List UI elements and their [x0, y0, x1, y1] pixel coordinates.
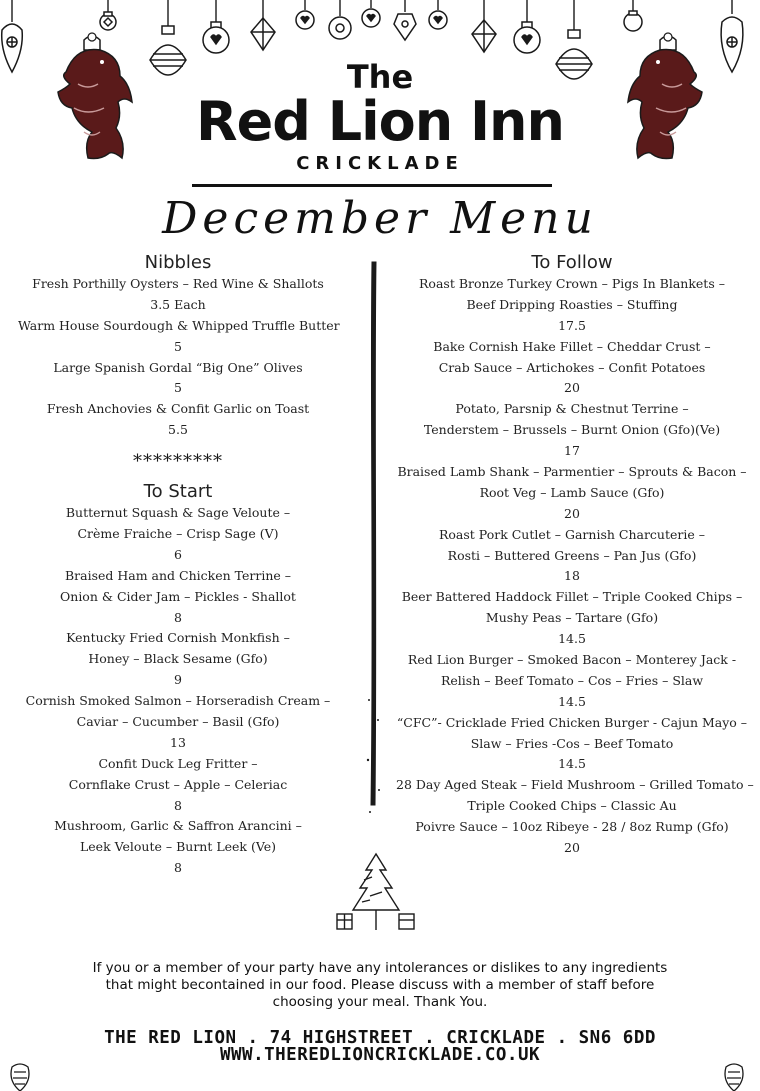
bauble-icon	[514, 22, 540, 53]
menu-line: 20	[564, 505, 580, 521]
bauble-icon	[472, 20, 496, 52]
menu-line: Mushroom, Garlic & Saffron Arancini –	[54, 818, 302, 834]
allergy-notice-line: that might becontained in our food. Please discuss with a member of staff before	[105, 977, 655, 993]
menu-line: Butternut Squash & Sage Veloute –	[65, 505, 291, 521]
menu-line: “CFC”- Cricklade Fried Chicken Burger - Cajun Mayo –	[396, 714, 748, 730]
menu-line: 9	[174, 672, 182, 688]
menu-line: Root Veg – Lamb Sauce (Gfo)	[479, 484, 665, 500]
menu-line: Roast Bronze Turkey Crown – Pigs In Blankets –	[419, 276, 725, 291]
menu-line: Confit Duck Leg Fritter –	[98, 755, 258, 771]
bauble-icon	[362, 9, 380, 27]
menu-line: Caviar – Cucumber – Basil (Gfo)	[76, 714, 280, 730]
menu-line: 20	[564, 840, 580, 856]
section-heading-nibbles: Nibbles	[144, 252, 212, 273]
menu-line: Beer Battered Haddock Fillet – Triple Cooked Chips –	[401, 589, 743, 605]
menu-line: 20	[564, 380, 580, 396]
menu-line: Cornflake Crust – Apple – Celeriac	[68, 776, 288, 792]
menu-line: Fresh Anchovies & Confit Garlic on Toast	[46, 401, 310, 417]
menu-line: 14.5	[558, 631, 586, 647]
right-column	[396, 252, 754, 859]
menu-line: 28 Day Aged Steak – Field Mushroom – Grilled Tomato –	[396, 777, 754, 793]
menu-line: 5	[174, 338, 182, 354]
menu-line: Bake Cornish Hake Fillet – Cheddar Crust –	[433, 338, 711, 354]
christmas-tree-icon	[353, 854, 399, 930]
allergy-notice-line: If you or a member of your party have any intolerances or dislikes to any ingredients	[92, 960, 668, 976]
title-the: The	[346, 58, 414, 96]
bauble-icon	[203, 22, 229, 53]
menu-line: 14.5	[558, 756, 586, 772]
allergy-notice-line: choosing your meal. Thank You.	[272, 994, 488, 1010]
menu-line: Onion & Cider Jam – Pickles - Shallot	[60, 588, 296, 604]
menu-line: Kentucky Fried Cornish Monkfish –	[66, 630, 290, 646]
menu-line: Poivre Sauce – 10oz Ribeye - 28 / 8oz Rump (Gfo)	[415, 819, 729, 835]
menu-line: 17.5	[558, 317, 586, 333]
footer-contact	[0, 1030, 760, 1064]
menu-line: Braised Lamb Shank – Parmentier – Sprouts & Bacon –	[397, 464, 747, 480]
menu-line: Relish – Beef Tomato – Cos – Fries – Slaw	[440, 672, 704, 688]
bauble-icon	[429, 11, 447, 29]
allergy-notice	[40, 960, 720, 1011]
to-follow-list	[396, 274, 754, 859]
bauble-icon	[624, 11, 642, 31]
menu-line: Beef Dripping Roasties – Stuffing	[466, 296, 678, 312]
pine-cone-icon	[11, 1064, 29, 1091]
menu-line: Cornish Smoked Salmon – Horseradish Cream –	[25, 693, 331, 709]
menu-line: Braised Ham and Chicken Terrine –	[64, 567, 292, 583]
menu-line: 13	[170, 734, 186, 750]
menu-line: 8	[174, 609, 182, 625]
footer-website[interactable]: WWW.THEREDLIONCRICKLADE.CO.UK	[219, 1045, 541, 1065]
menu-line: 14.5	[558, 693, 586, 709]
menu-line: 8	[174, 797, 182, 813]
menu-line: Potato, Parsnip & Chestnut Terrine –	[455, 401, 689, 417]
page-title: Red Lion Inn	[196, 90, 564, 153]
menu-line: Slaw – Fries -Cos – Beef Tomato	[470, 735, 674, 751]
menu-line: Honey – Black Sesame (Gfo)	[88, 651, 268, 667]
menu-line: Leek Veloute – Burnt Leek (Ve)	[79, 839, 277, 855]
nibbles-list	[18, 274, 338, 441]
menu-line: Roast Pork Cutlet – Garnish Charcuterie –	[438, 526, 705, 542]
bauble-icon	[394, 14, 416, 40]
menu-line: 8	[174, 860, 182, 876]
menu-line: 5	[174, 380, 182, 396]
column-divider	[371, 262, 376, 805]
menu-line: Tenderstem – Brussels – Burnt Onion (Gfo)(Ve)	[423, 422, 721, 438]
menu-line: Mushy Peas – Tartare (Gfo)	[485, 610, 659, 626]
gift-icon	[399, 914, 414, 929]
section-heading-to-start: To Start	[143, 481, 213, 503]
menu-line: Rosti – Buttered Greens – Pan Jus (Gfo)	[447, 547, 697, 563]
bauble-icon	[251, 18, 275, 50]
menu-line: 17	[564, 443, 580, 459]
menu-line: Crème Fraiche – Crisp Sage (V)	[77, 526, 279, 542]
menu-line: Red Lion Burger – Smoked Bacon – Monterey Jack -	[407, 652, 737, 668]
menu-line: 18	[564, 568, 580, 584]
bauble-icon	[100, 12, 116, 30]
bauble-icon	[329, 17, 351, 39]
to-start-list	[18, 503, 338, 879]
menu-line: Large Spanish Gordal “Big One” Olives	[53, 359, 303, 375]
menu-line: 6	[174, 546, 182, 562]
section-heading-to-follow: To Follow	[531, 252, 613, 273]
menu-month-title: December Menu	[162, 193, 598, 244]
gift-icon	[337, 914, 352, 929]
pine-cone-icon	[725, 1064, 743, 1091]
menu-line: 5.5	[168, 422, 188, 438]
menu-line: Crab Sauce – Artichokes – Confit Potatoes	[438, 359, 706, 375]
title-location: CRICKLADE	[296, 153, 464, 174]
bauble-icon	[296, 11, 314, 29]
left-column	[18, 252, 338, 879]
header-rule	[192, 184, 552, 187]
menu-line: 3.5 Each	[150, 296, 206, 312]
menu-line: Triple Cooked Chips – Classic Au	[467, 798, 677, 814]
menu-line: Fresh Porthilly Oysters – Red Wine & Shallots	[32, 276, 324, 291]
menu-line: Warm House Sourdough & Whipped Truffle Butter	[18, 317, 340, 333]
footer-address: THE RED LION . 74 HIGHSTREET . CRICKLADE . SN6 6DD	[104, 1028, 656, 1048]
section-separator: *********	[133, 451, 223, 473]
